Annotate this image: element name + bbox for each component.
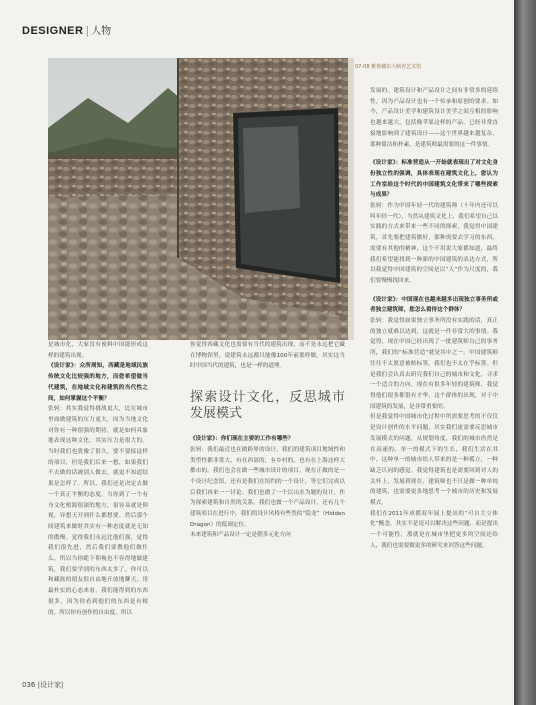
section-heading: 探索设计文化，反思城市发展模式 — [190, 390, 345, 422]
paragraph: 你觉得西藏文化也需要有当代的建筑出现，而不是永远把它藏在博物馆里，说建筑永远都只能像100年前那样做。其实这当时中国当代的建筑，也是一样的道理。 — [190, 342, 345, 370]
interview-answer: 张轲：我觉得如果独立事务所没有实践的话，真正的独立就难以达到，这就是一件非常大的事情。我觉得，现在中国已经出现了一批建筑师自己的事务所，我们的“标准营造”就是其中之一。中国建筑师往往不太愿意被贴标签，我们也不太在乎标签。但是我们会认真去研究我们自己的城市和文化，寻求一个适合的方向。现在有很多年轻的建筑师，我觉得他们很多都很有才华，这个群体的出现，对于中国建筑的发展，是非常重要的。 — [370, 318, 498, 410]
page-number: 036 — [22, 681, 36, 689]
magazine-name: |设计家| — [37, 681, 64, 689]
interview-answer: 张轲：其实我觉得挑战更大，比在城市里面做建筑的压力更大。因为当地文化对你有一种很强的期待，就是如何具象地表现这种文化，其实压力是很大的。当时我们也犹豫了很久，要不要接这样的项目，但是我们后来一想，如果我们不去做的话被别人做去，就更不知道结果是怎样了。所以，我们还是决定去做一个真正平衡的态度。当你到了一个有身文化根源很深的地方，很容易就是仰视，异想天开到什么都想要。然后那个间建筑来做时其实有一种态度就是无知的傲慢。觉得我们永远比他们强，觉得我们很先进，然后我们要教他们做什么。所以当你跪下仰视也不容得地做建筑，我们要学到的东西太多了。你可以和藏族的朋友很自由地开放地聊天。用最朴实的心态来看，我们能得到的东西很多，因为你看到他们的东西是有根的，所以你有创作的自由度，所以 — [48, 406, 148, 616]
paragraph: 未来建筑和产品设计一定是朝多元化方向 — [190, 532, 291, 539]
building-photo — [48, 58, 354, 340]
paragraph: 但是我觉得中国城市化过程中所需要思考的不仅仅是设计创作的水平问题，其实我们更需要反思城市发展模式的问题。从规划角度，我们的城市仍然是在高速的、单一的模式下的生长，我们生活在其中，这种单一的城市给人带来的是一种孤立，一种缺乏认同的感觉。我觉得建筑也是需要回到对人的关怀上，发展到现在，建筑师也不只是做一种单纯的建筑，也需要更多地思考一个城市的历史和发展模式。 — [370, 414, 498, 507]
interview-question: 《设计家》：你们现在主要的工作有哪些？ — [190, 436, 294, 443]
page-header — [22, 22, 111, 37]
section-title: DESIGNER — [22, 25, 84, 37]
interview-answer: 张轲：作为中国年轻一代的建筑师（十年内还可以叫年轻一代），当然从建筑文化上，我们希望自己以实践的方式来带来一些不同的探索，我觉得中国建筑，首先要把建筑做好，那种需要去学习的东西，需要有其他的精神，这个不用说大家都知道，最终我们希望能找到一种新的中国建筑的表达方式，所以我觉得中国建筑的空间是以“人”作为尺度的，我们要慢慢找回来。 — [370, 203, 498, 284]
paragraph: 发展的。建筑设计和产品设计之间有非常多的延续性，因为产品设计也有一个传承和原创的要求。如今，产品设计美学和建筑设计美学之间互相的影响也越来越大，包括像苹果这样的产品，已经非常直接地影响到了建筑设计——这个世界越来越复杂，那种简洁和朴素，是建筑师最需要的这一件事情。 — [370, 88, 498, 148]
page-footer — [22, 680, 63, 690]
interview-question: 《设计家》：众所周知，西藏是地域民族传统文化比较强的地方，而您希望做当代建筑，在地域文化和建筑的当代性之间，如何掌握这个平衡？ — [48, 363, 148, 402]
photo-caption: 07-08 雅鲁藏布大峡谷艺术馆 — [355, 64, 422, 70]
interview-answer: 张轲：我们最近也在做跨界的设计。我们的建筑项目地域性和类型性都非常大，有在西部的，有乡村的，也有在上海这样大都市的。我们也会在做一些城市设计的项目。现在正做的是一个设计纪念馆，还有是我们在纽约的一个设计，等它们完成以后我们再来一一讨论。我们也做了一个以山水为题的设计，作为探索建筑和自然的关系。我们也做一个产品设计，还有几个建筑项目在进行中，我们的设计风格有些类似“隐龙”（Hidden Dragon）的低调定位。 — [190, 446, 345, 528]
paragraph: 是城市化，大家没有预料中国能形成这样的建筑出现。 — [48, 342, 148, 359]
text-column-2 — [190, 340, 345, 541]
text-column-1 — [48, 340, 148, 618]
book-spine — [514, 0, 536, 705]
paragraph: 我们在2011年成都双年展上提出的“可自主立体化”概念，其实不是说可以解决这些问题，而是提出一个可能性，那就是在城市里把更多的空间还给人，我们也需要做更多的研究来回答这些问题。 — [370, 510, 498, 549]
header-divider: | — [85, 24, 90, 37]
interview-question: 《设计家》：中国现在也越来越多出现独立事务所或者独立建筑师，您怎么看待这个群体？ — [370, 296, 498, 314]
text-column-3 — [370, 86, 498, 552]
section-category: 人物 — [91, 26, 112, 37]
interview-question: 《设计家》：标准营造从一开始就表现出了对文化身份独立性的强调，具体表现在建筑文化上，您认为工作室给这个时代的中国建筑文化带来了哪些探索与成果？ — [370, 160, 498, 199]
